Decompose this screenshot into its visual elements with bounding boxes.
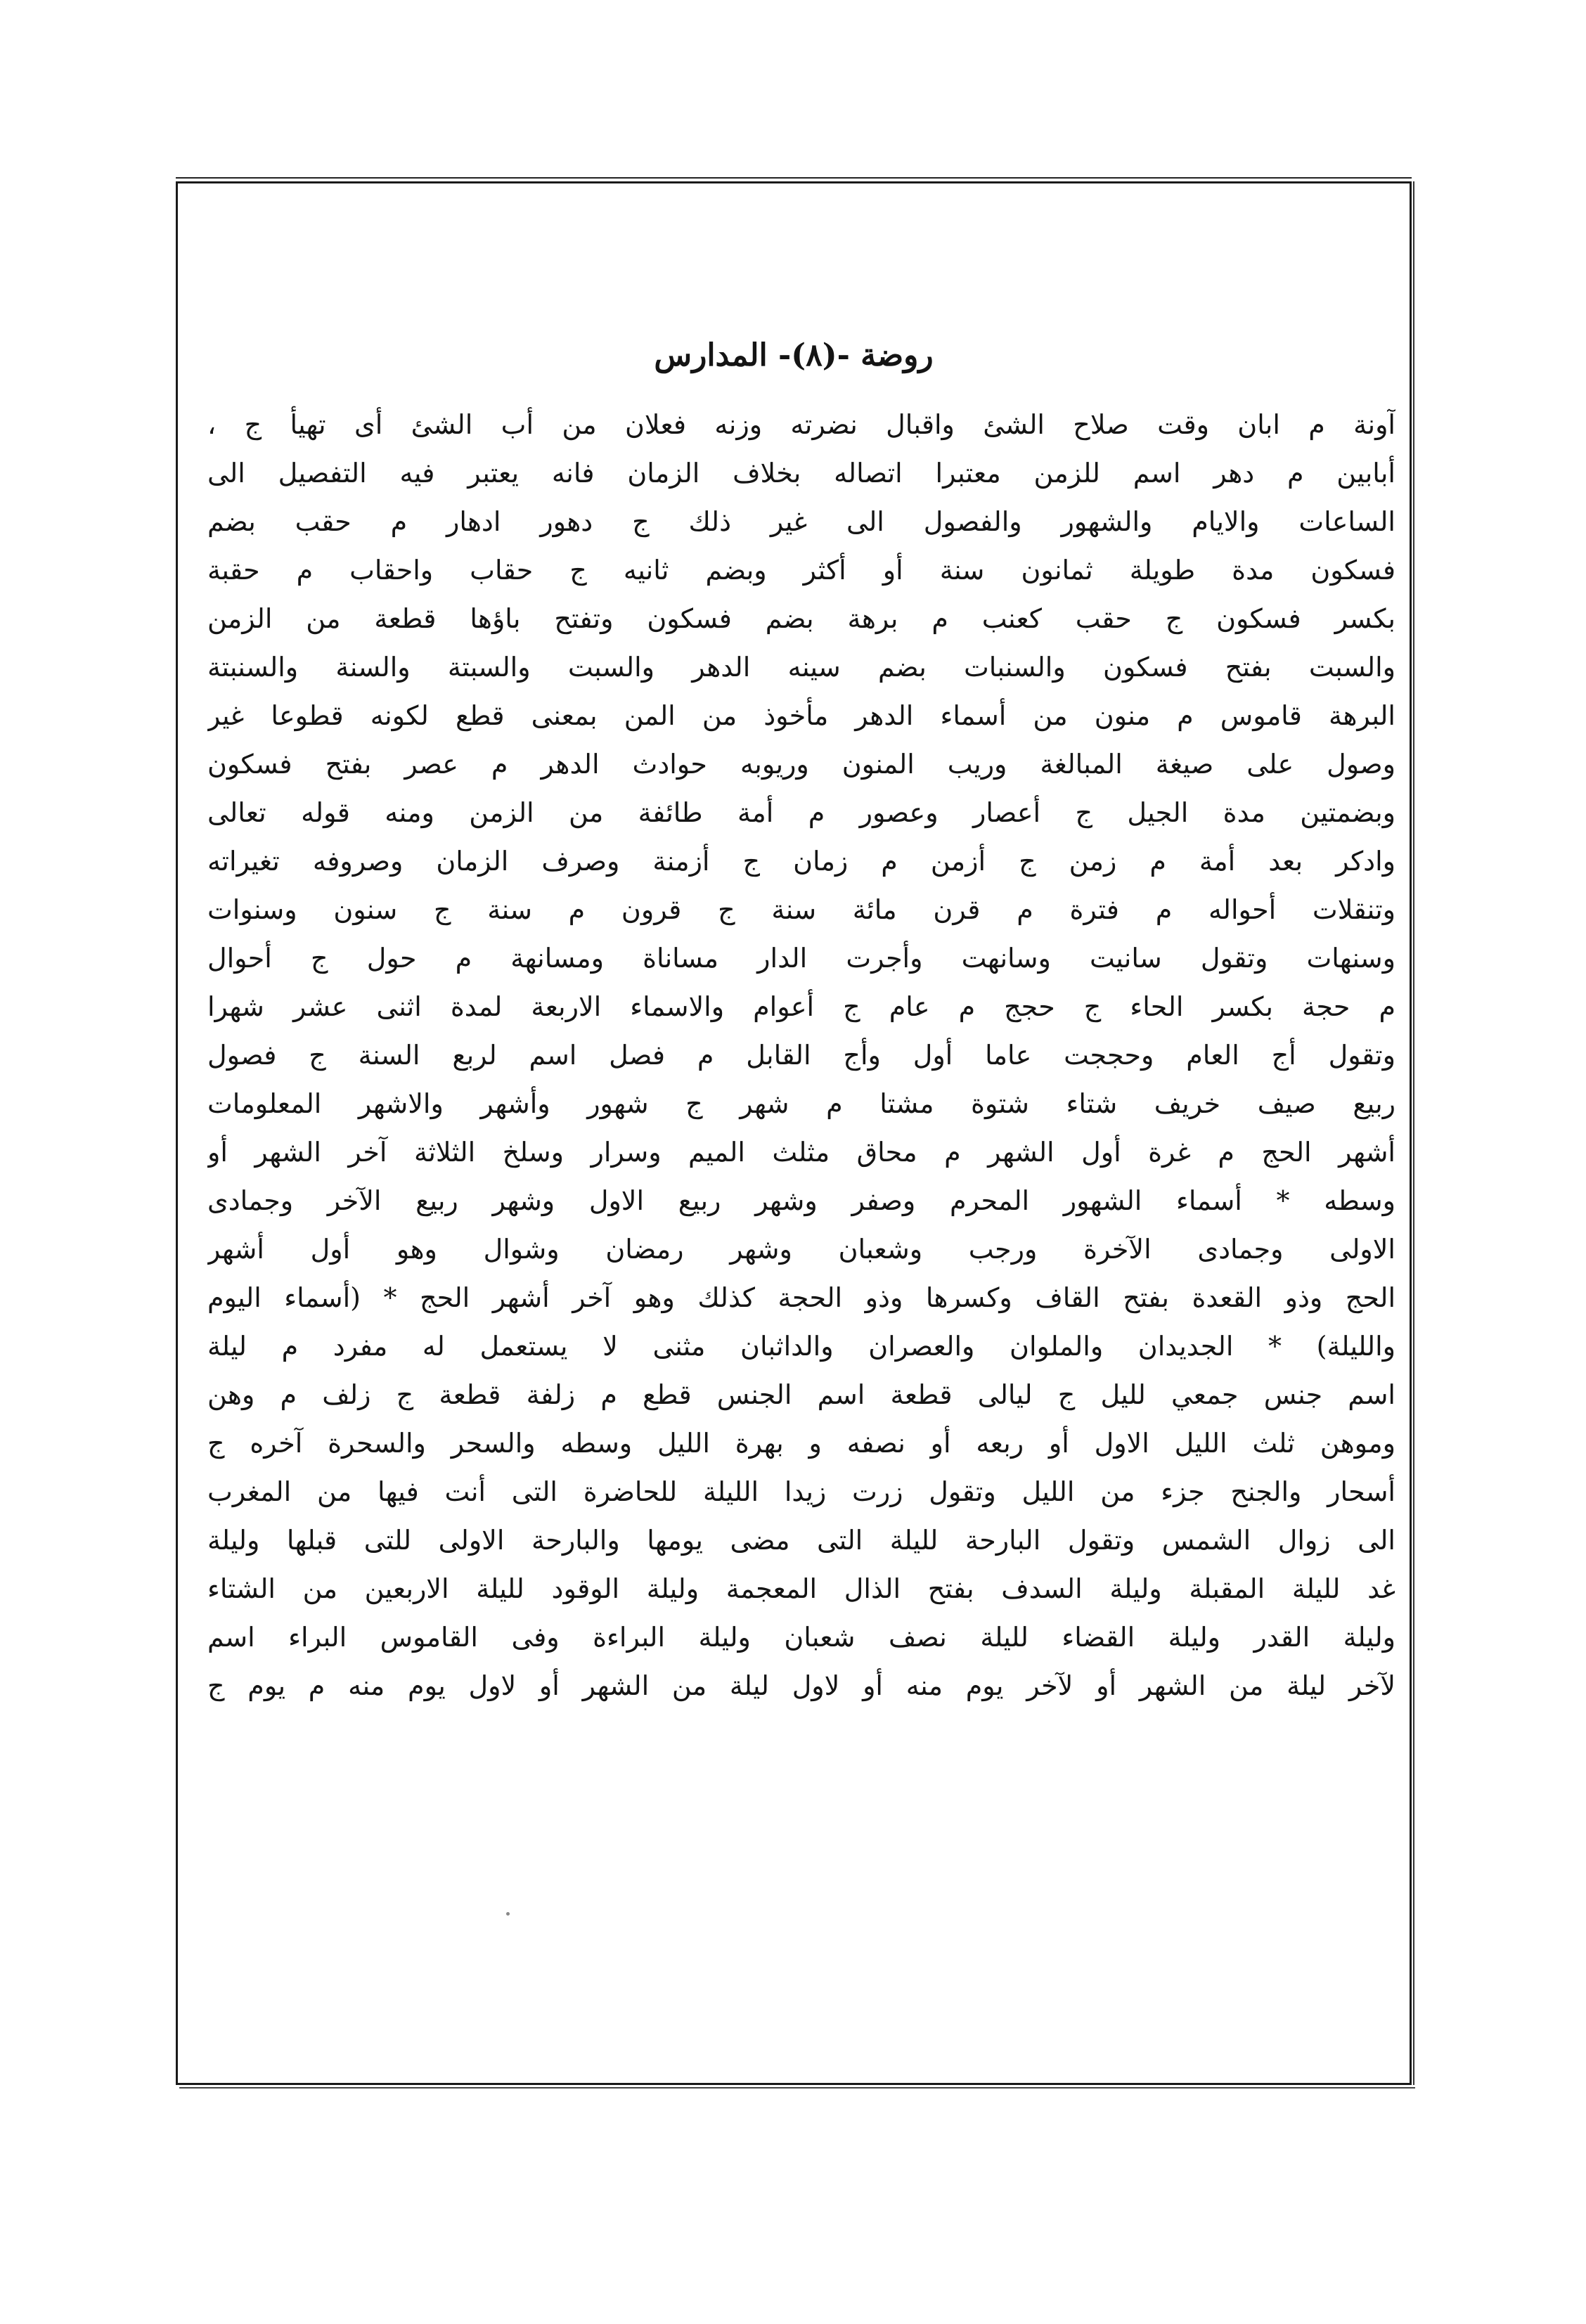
- text-line: بكسر فسكون ج حقب كعنب م برهة بضم فسكون وتفتح باؤها قطعة من الزمن: [207, 603, 1395, 634]
- text-line: أسحار والجنح جزء من الليل وتقول زرت زيدا الليلة للحاضرة التى أنت فيها من المغرب: [207, 1476, 1395, 1507]
- text-line: وادكر بعد أمة م زمن ج أزمن م زمان ج أزمنة وصرف الزمان وصروفه تغيراته: [207, 846, 1395, 877]
- stray-ink-dot: [506, 1912, 510, 1916]
- page-top-rule: [176, 177, 1412, 179]
- text-line: اسم جنس جمعي لليل ج ليالى قطعة اسم الجنس قطع م زلفة قطعة ج زلف م وهن: [207, 1379, 1395, 1410]
- page-header: روضة -(٨)- المدارس: [654, 337, 934, 373]
- text-line: والسبت بفتح فسكون والسنبات بضم سينه الدهر والسبت والسبتة والسنة والسنبتة: [207, 652, 1395, 683]
- text-line: فسكون مدة طويلة ثمانون سنة أو أكثر وبضم ثانيه ج حقاب واحقاب م حقبة: [207, 555, 1395, 586]
- text-line: والليلة) * الجديدان والملوان والعصران والداثبان مثنى لا يستعمل له مفرد م ليلة: [207, 1331, 1395, 1362]
- text-line: م حجة بكسر الحاء ج حجج م عام ج أعوام والاسماء الاربعة لمدة اثنى عشر شهرا: [207, 991, 1395, 1022]
- text-line: الاولى وجمادى الآخرة ورجب وشعبان وشهر رمضان وشوال وهو أول أشهر: [207, 1234, 1395, 1265]
- text-line: آونة م ابان وقت صلاح الشئ واقبال نضرته وزنه فعلان من أب الشئ أى تهيأ ج ،: [207, 409, 1395, 440]
- text-line: الحج وذو القعدة بفتح القاف وكسرها وذو الحجة كذلك وهو آخر أشهر الحج * (أسماء اليوم: [207, 1282, 1395, 1313]
- text-line: وسطه * أسماء الشهور المحرم وصفر وشهر ربيع الاول وشهر ربيع الآخر وجمادى: [207, 1185, 1395, 1216]
- text-line: ربيع صيف خريف شتاء شتوة مشتا م شهر ج شهور وأشهر والاشهر المعلومات: [207, 1088, 1395, 1119]
- text-line: وصول على صيغة المبالغة وريب المنون وريوبه حوادث الدهر م عصر بفتح فسكون: [207, 749, 1395, 780]
- text-line: الساعات والايام والشهور والفصول الى غير ذلك ج دهور ادهار م حقب بضم: [207, 506, 1395, 537]
- text-line: لآخر ليلة من الشهر أو لآخر يوم منه أو لاول ليلة من الشهر أو لاول يوم منه م يوم ج: [207, 1670, 1395, 1701]
- page-bottom-rule: [179, 2087, 1415, 2089]
- text-line: أشهر الحج م غرة أول الشهر م محاق مثلث الميم وسرار وسلخ الثلاثة آخر الشهر أو: [207, 1137, 1395, 1168]
- text-line: أبابين م دهر اسم للزمن معتبرا اتصاله بخلاف الزمان فانه يعتبر فيه التفصيل الى: [207, 458, 1395, 489]
- page-right-rule: [1413, 181, 1414, 2085]
- page-body: [207, 401, 1395, 1710]
- text-line: وتنقلات أحواله م فترة م قرن مائة سنة ج قرون م سنة ج سنون وسنوات: [207, 894, 1395, 925]
- text-line: وسنهات وتقول سانيت وسانهت وأجرت الدار مساناة ومسانهة م حول ج أحوال: [207, 943, 1395, 974]
- text-line: الى زوال الشمس وتقول البارحة لليلة التى مضى يومها والبارحة الاولى للتى قبلها وليلة: [207, 1525, 1395, 1556]
- text-line: وبضمتين مدة الجيل ج أعصار وعصور م أمة طائفة من الزمن ومنه قوله تعالى: [207, 797, 1395, 828]
- text-line: وموهن ثلث الليل الاول أو ربعه أو نصفه و بهرة الليل وسطه والسحر والسحرة آخره ج: [207, 1428, 1395, 1459]
- text-line: وتقول أج العام وحججت عاما أول وأج القابل م فصل اسم لربع السنة ج فصول: [207, 1040, 1395, 1071]
- text-line: غد لليلة المقبلة وليلة السدف بفتح الذال المعجمة وليلة الوقود لليلة الاربعين من الشتاء: [207, 1573, 1395, 1604]
- text-line: وليلة القدر وليلة القضاء لليلة نصف شعبان وليلة البراءة وفى القاموس البراء اسم: [207, 1622, 1395, 1653]
- text-line: البرهة قاموس م منون من أسماء الدهر مأخوذ من المن بمعنى قطع لكونه قطوعا غير: [207, 700, 1395, 731]
